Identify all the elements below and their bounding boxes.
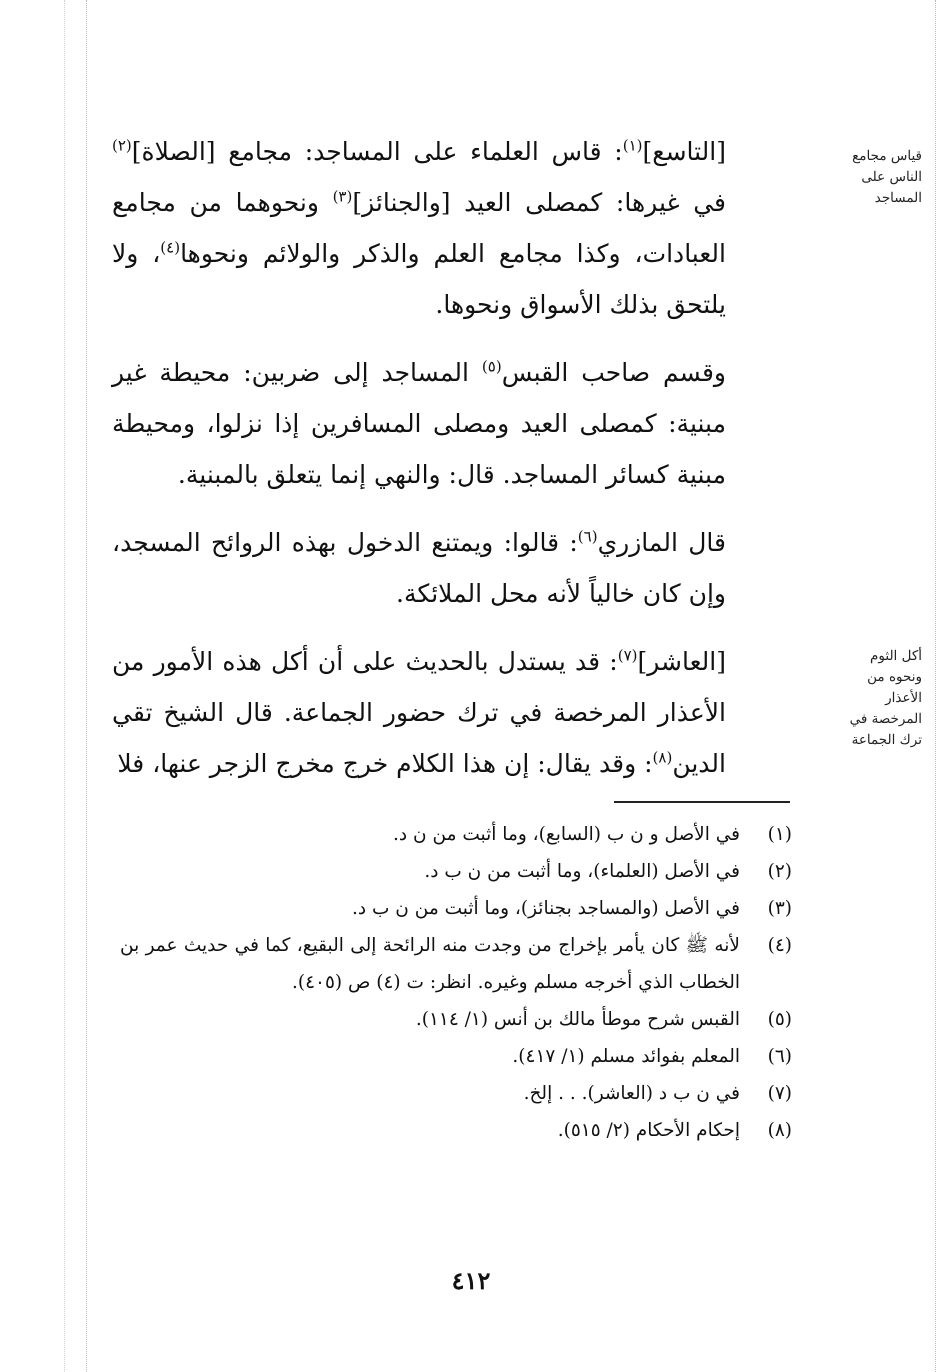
footnote-ref: (٨) (652, 748, 673, 767)
footnote-ref: (٥) (481, 357, 502, 376)
text-run: في غيرها: كمصلى العيد [والجنائز] (352, 188, 726, 217)
footnote-text: في الأصل و ن ب (السابع)، وما أثبت من ن د. (393, 824, 740, 845)
footnote-number: (٢) (767, 861, 792, 882)
text-run: وقسم صاحب القبس (501, 358, 726, 387)
text-run: ، ولا يلتحق بذلك الأسواق ونحوها. (112, 239, 726, 319)
text-run: [التاسع] (642, 137, 726, 166)
paragraph (112, 517, 792, 619)
footnote-text: في ن ب د (العاشر). . . إلخ. (523, 1083, 740, 1104)
footnote-number: (٤) (767, 935, 792, 956)
footnote-number: (١) (767, 824, 792, 845)
footnote-ref: (٤) (160, 238, 181, 257)
footnote-text: لأنه ﷺ كان يأمر بإخراج من وجدت منه الرائحة إلى البقيع، كما في حديث عمر بن الخطاب الذي أخرجه مسلم وغيره. انظر: ت (٤) ص (٤٠٥). (120, 935, 740, 993)
footnote-number: (٦) (767, 1046, 792, 1067)
main-text (112, 126, 792, 789)
footnote-text: المعلم بفوائد مسلم (١/ ٤١٧). (512, 1046, 740, 1067)
footnote (120, 1075, 792, 1112)
page-edge-line (935, 0, 936, 1372)
footnotes (120, 816, 792, 1149)
text-run: قال المازري (597, 528, 726, 557)
page-number: ٤١٢ (451, 1266, 491, 1295)
footnote-text: القبس شرح موطأ مالك بن أنس (١/ ١١٤). (415, 1009, 740, 1030)
footnote-number: (٥) (767, 1009, 792, 1030)
footnote-number: (٣) (767, 898, 792, 919)
footnote (120, 890, 792, 927)
footnote-ref: (١) (622, 136, 643, 155)
footnote (120, 1001, 792, 1038)
footnote-ref: (٢) (112, 136, 132, 155)
text-run: : قد يستدل بالحديث على أن أكل هذه الأمور من الأعذار المرخصة في ترك حضور الجماعة. قال الشيخ تقي الدين (112, 647, 726, 778)
footnote-number: (٨) (767, 1120, 792, 1141)
footnote-text: في الأصل (العلماء)، وما أثبت من ن ب د. (424, 861, 740, 882)
footnote-number: (٧) (767, 1083, 792, 1104)
paragraph (112, 636, 792, 789)
page-edge-line (86, 0, 87, 1372)
footnote (120, 1038, 792, 1075)
footnote (120, 816, 792, 853)
footnote-separator (614, 801, 790, 803)
text-run: [العاشر] (637, 647, 726, 676)
margin-note: قياس مجامع الناس على المساجد (852, 148, 922, 206)
paragraph (112, 347, 792, 500)
page-edge-line (64, 0, 65, 1372)
text-run: المساجد إلى ضربين: محيطة غير مبنية: كمصلى العيد ومصلى المسافرين إذا نزلوا، ومحيطة مبنية كسائر المساجد. قال: والنهي إنما يتعلق بالمبنية. (112, 358, 726, 489)
footnote-ref: (٧) (617, 646, 638, 665)
footnote-text: في الأصل (والمساجد بجنائز)، وما أثبت من ن ب د. (352, 898, 740, 919)
text-run: : قاس العلماء على المساجد: مجامع [الصلاة] (131, 137, 623, 166)
paragraph (112, 126, 792, 330)
footnote (120, 927, 792, 1001)
text-run: : قالوا: ويمتنع الدخول بهذه الروائح المسجد، وإن كان خالياً لأنه محل الملائكة. (112, 528, 726, 608)
footnote-text: إحكام الأحكام (٢/ ٥١٥). (557, 1120, 740, 1141)
footnote (120, 1112, 792, 1149)
footnote-ref: (٦) (577, 527, 598, 546)
text-run: ونحوهما من مجامع العبادات، وكذا مجامع العلم والذكر والولائم ونحوها (112, 188, 726, 268)
footnote-ref: (٣) (332, 187, 353, 206)
margin-note: أكل الثوم ونحوه من الأعذار المرخصة في ترك الجماعة (849, 648, 922, 748)
text-run: : وقد يقال: إن هذا الكلام خرج مخرج الزجر عنها، فلا (117, 749, 653, 778)
footnote (120, 853, 792, 890)
